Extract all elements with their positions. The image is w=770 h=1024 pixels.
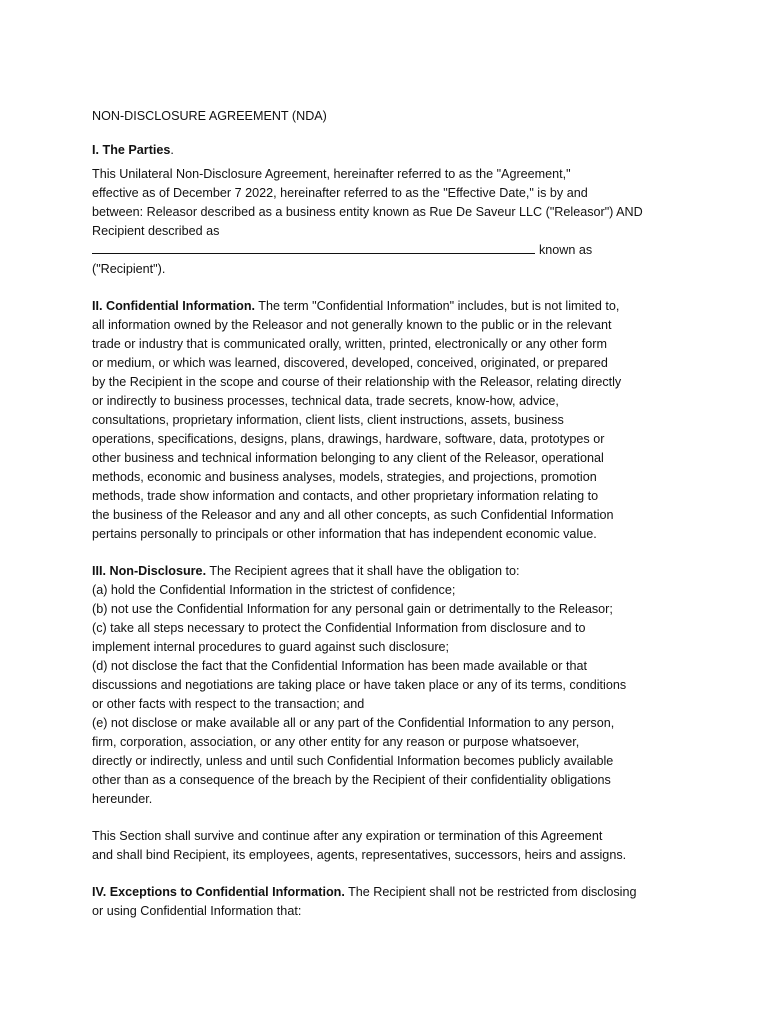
- list-item: (b) not use the Confidential Information for any personal gain or detrimentally to the Releasor;: [92, 602, 613, 616]
- paragraph-line: or indirectly to business processes, technical data, trade secrets, know-how, advice,: [92, 394, 559, 408]
- list-item: firm, corporation, association, or any other entity for any reason or purpose whatsoever,: [92, 735, 580, 749]
- paragraph-line: methods, economic and business analyses, models, strategies, and projections, promotion: [92, 470, 597, 484]
- paragraph-text: The term "Confidential Information" includes, but is not limited to,: [255, 299, 620, 313]
- paragraph-line: or using Confidential Information that:: [92, 904, 302, 918]
- list-item: hereunder.: [92, 792, 153, 806]
- section-heading: IV. Exceptions to Confidential Information.: [92, 885, 345, 899]
- paragraph-line: pertains personally to principals or other information that has independent economic value.: [92, 527, 597, 541]
- paragraph-line: This Unilateral Non-Disclosure Agreement, hereinafter referred to as the "Agreement,": [92, 167, 571, 181]
- paragraph-line: the business of the Releasor and any and all other concepts, as such Confidential Information: [92, 508, 614, 522]
- document-page: [92, 107, 692, 939]
- paragraph-text: The Recipient shall not be restricted from disclosing: [344, 885, 637, 899]
- list-item: or other facts with respect to the transaction; and: [92, 697, 365, 711]
- paragraph-line: ("Recipient").: [92, 262, 166, 276]
- list-item: discussions and negotiations are taking place or have taken place or any of its terms, conditions: [92, 678, 627, 692]
- section-non-disclosure: [92, 562, 692, 809]
- paragraph-line: between: Releasor described as a business entity known as Rue De Saveur LLC ("Releasor") AND: [92, 205, 643, 219]
- section-parties: [92, 141, 692, 279]
- paragraph-line: all information owned by the Releasor and not generally known to the public or in the relevant: [92, 318, 612, 332]
- section-heading: III. Non-Disclosure.: [92, 564, 207, 578]
- survival-clause: [92, 827, 692, 865]
- list-item: (a) hold the Confidential Information in the strictest of confidence;: [92, 583, 456, 597]
- heading-suffix: .: [170, 143, 174, 157]
- paragraph-line: methods, trade show information and contacts, and other proprietary information relating to: [92, 489, 599, 503]
- paragraph-line: trade or industry that is communicated orally, written, printed, electronically or any other form: [92, 337, 607, 351]
- paragraph-line: This Section shall survive and continue after any expiration or termination of this Agreement: [92, 829, 603, 843]
- paragraph-line: operations, specifications, designs, plans, drawings, hardware, software, data, prototypes or: [92, 432, 605, 446]
- paragraph-line: other business and technical information belonging to any client of the Releasor, operational: [92, 451, 604, 465]
- list-item: other than as a consequence of the breach by the Recipient of their confidentiality obligations: [92, 773, 611, 787]
- paragraph-line: Recipient described as: [92, 224, 220, 238]
- list-item: (c) take all steps necessary to protect the Confidential Information from disclosure and to: [92, 621, 586, 635]
- recipient-blank-line: [92, 241, 692, 260]
- list-item: (d) not disclose the fact that the Confidential Information has been made available or that: [92, 659, 587, 673]
- paragraph-line: or medium, or which was learned, discovered, developed, conceived, originated, or prepared: [92, 356, 608, 370]
- document-title: NON-DISCLOSURE AGREEMENT (NDA): [92, 109, 327, 123]
- recipient-name-blank[interactable]: [92, 241, 535, 254]
- list-item: implement internal procedures to guard against such disclosure;: [92, 640, 450, 654]
- paragraph-line: and shall bind Recipient, its employees, agents, representatives, successors, heirs and assigns.: [92, 848, 627, 862]
- paragraph-line: by the Recipient in the scope and course of their relationship with the Releasor, relating directly: [92, 375, 622, 389]
- paragraph-line: consultations, proprietary information, client lists, client instructions, assets, business: [92, 413, 564, 427]
- section-confidential-information: [92, 297, 692, 544]
- section-exceptions: [92, 883, 692, 921]
- list-item: directly or indirectly, unless and until such Confidential Information becomes publicly available: [92, 754, 614, 768]
- blank-suffix: known as: [539, 243, 593, 257]
- section-heading: II. Confidential Information.: [92, 299, 256, 313]
- paragraph-line: effective as of December 7 2022, hereinafter referred to as the "Effective Date," is by and: [92, 186, 588, 200]
- section-heading: I. The Parties: [92, 143, 171, 157]
- paragraph-text: The Recipient agrees that it shall have the obligation to:: [206, 564, 520, 578]
- list-item: (e) not disclose or make available all or any part of the Confidential Information to any person,: [92, 716, 615, 730]
